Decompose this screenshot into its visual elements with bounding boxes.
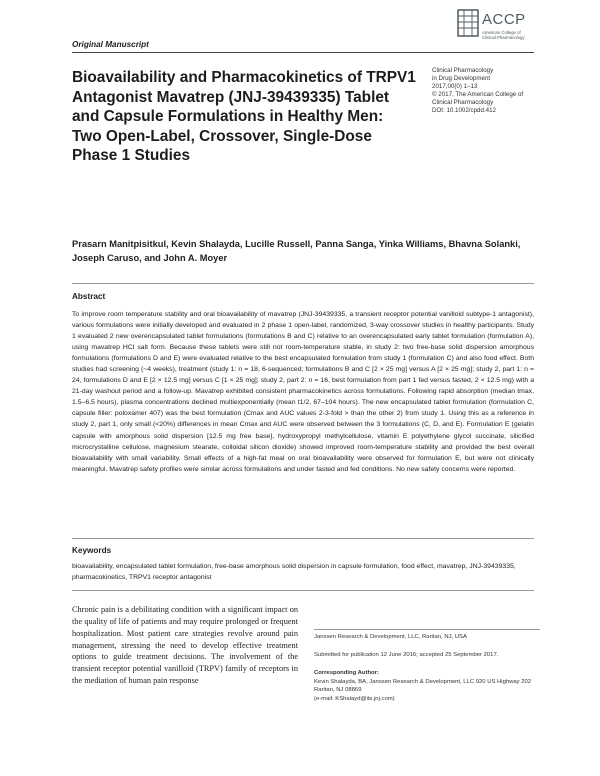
footnote-divider [314, 629, 540, 630]
doi: DOI: 10.1002/cpdd.412 [432, 107, 496, 114]
corresponding-author-email: (e-mail: KShalayd@its.jnj.com) [314, 696, 395, 702]
journal-name: Clinical Pharmacology [432, 67, 494, 74]
keywords-text: bioavailability, encapsulated tablet formulation, free-base amorphous solid dispersion in capsule formulation, food effect, mavatrep, JNJ-39439335, pharmacokinetics, TRPV1 receptor antagonist [72, 563, 516, 582]
logo-text: ACCP [482, 11, 526, 28]
header-divider [72, 52, 534, 53]
body-divider [72, 590, 534, 591]
logo-subtitle-line: American College of [482, 30, 521, 35]
affiliation-note: Janssen Research & Development, LLC, Raritan, NJ, USA [314, 634, 467, 640]
abstract-text: To improve room temperature stability and oral bioavailability of mavatrep (JNJ-39439335, a transient receptor potential vanilloid subtype-1 antagonist), various formulations were initially developed and evaluated in 2 phase 1 open-label, randomized, 3-way crossover studies in healthy participants. Study 1 evaluated 2 new overencapsulated tablet formulations (formulations B and C) relative to an overencapsulated early tablet formulation (formulation A), using mavatrep HCl salt form. Because these tablets were still not room-temperature stable, in study 2: two free-base solid dispersion amorphous formulations (formulations D and E) were evaluated relative to the best encapsulated formulation from study 1 (formulation C) and also food effect. Both studies had screening (~4 weeks), treatment (study 1: n = 18, 6-sequenced; formulations B and C [2 × 25 mg] versus A [2 × 25 mg]; study 2, part 1: n = 24, formulations D and E [2 × 12.5 mg] versus C [1 × 25 mg]; study 2, part 2: n = 16, best formulation from part 1 fed versus fasted, 2 × 12.5 mg) with a 21-day washout period and a follow-up. Mavatrep exhibited consistent pharmacokinetics across formulations. Following rapid absorption (median tmax, 1.5–6.5 hours), plasma concentrations declined multiexponentially (mean t1/2, 67–104 hours). The new encapsulated tablet formulation (formulation C, capsule filler: poloxamer 407) was the best formulation (Cmax and AUC values 2-3-fold > than the other 2) from study 1. Using this as a reference in study 2, part 1, only small (<20%) differences in mean Cmax and AUC were observed between the 3 formulations (C, D, and E). Formulation E (gelatin capsule with amorphous solid dispersion [12.5 mg free base], hydroxypropyl methylcellulose, vitamin E polyethylene glycol succinate, silicified microcrystalline cellulose, magnesium stearate, colloidal silicon dioxide) showed improved room-temperature stability and provided the best overall bioavailability with small variability. Small effects of a high-fat meal on oral bioavailability were observed for formulation E, but were not clinically meaningful. Mavatrep safety profiles were similar across formulations and under fasted and fed conditions. No new safety concerns were reported. [72, 311, 534, 473]
abstract-heading: Abstract [72, 292, 106, 301]
logo-subtitle-line: Clinical Pharmacology [482, 35, 525, 40]
keywords-divider [72, 538, 534, 539]
article-title: Bioavailability and Pharmacokinetics of TRPV1 Antagonist Mavatrep (JNJ-39439335) Tablet and Capsule Formulations in Healthy Men: Two Open-Label, Crossover, Single-Dose Phase 1 Studies [72, 69, 416, 164]
author-list: Prasarn Manitpisitkul, Kevin Shalayda, Lucille Russell, Panna Sanga, Yinka Williams, Bhavna Solanki, Joseph Caruso, and John A. Moyer [72, 239, 521, 263]
journal-name-cont: in Drug Development [432, 75, 491, 82]
journal-issue: 2017,00(0) 1–13 [432, 83, 478, 90]
corresponding-author-address: Kevin Shalayda, BA, Janssen Research & Development, LLC 920 US Highway 202 Raritan, NJ 08869 [314, 679, 532, 694]
journal-info [432, 67, 562, 115]
copyright: © 2017, The American College of [432, 91, 524, 98]
corresponding-author-heading: Corresponding Author: [314, 670, 379, 676]
logo-subtitle [482, 30, 525, 40]
submission-dates: Submitted for publication 12 June 2016; accepted 25 September 2017. [314, 652, 499, 658]
manuscript-type-label: Original Manuscript [72, 40, 149, 49]
copyright-cont: Clinical Pharmacology [432, 99, 494, 106]
introduction-paragraph: Chronic pain is a debilitating condition with a significant impact on the quality of life of patients and may require prolonged or frequent hospitalization. Most patient care strategies revolve around pain management, stressing the need to develop effective treatment options to guide treatment decisions. The involvement of the transient receptor potential vanilloid (TRPV) family of receptors in the mediation of human pain response [72, 605, 298, 686]
accp-emblem-icon [455, 8, 481, 38]
keywords-heading: Keywords [72, 546, 112, 555]
abstract-divider [72, 283, 534, 284]
accp-logo [455, 8, 555, 44]
